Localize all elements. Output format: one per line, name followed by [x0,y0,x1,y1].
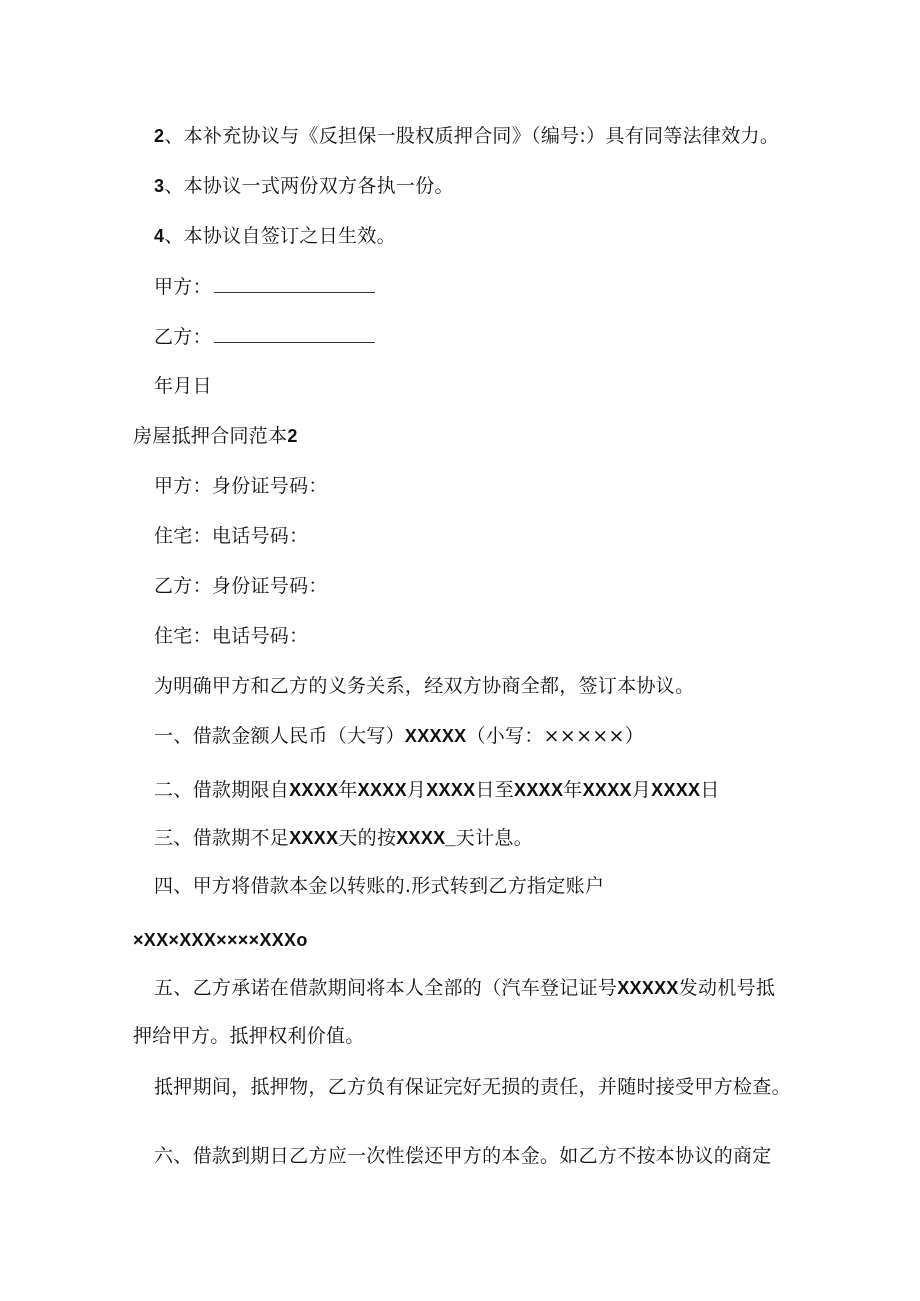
party-a-signature-line [0,274,920,299]
article-3-text: 三、借款期不足 [154,827,290,849]
start-month: XXXX [357,780,407,800]
clause-2 [0,124,920,148]
article-3-text: 天的按 [338,827,397,849]
article-3 [0,826,920,850]
party-b-blank [214,324,375,343]
party-b-residence-line: 住宅：电话号码： [154,625,309,647]
party-a-blank [214,274,375,293]
article-2-text: 二、借款期限自 [154,779,290,801]
clause-number: 2 [154,126,165,146]
party-b-id-line: 乙方：身份证号码： [154,575,328,597]
start-day: XXXX [426,780,476,800]
date-line: 年月日 [154,375,212,397]
clause-text: 、本协议自签订之日生效。 [164,225,396,247]
clause-text: 、本补充协议与《反担保一股权质押合同》（编号:）具有同等法律效力。 [164,125,780,147]
unit-text: 日 [700,779,720,801]
clause-4 [0,224,920,248]
article-1 [0,724,920,748]
article-1-text: 一、借款金额人民币（大写） [154,725,405,747]
unit-text: 日至 [475,779,515,801]
clause-3 [0,174,920,198]
end-month: XXXX [582,780,632,800]
end-year: XXXX [514,780,564,800]
amount-upper: XXXXX [404,726,467,746]
vehicle-registration-number: XXXXX [617,978,679,998]
clause-number: 3 [154,176,165,196]
preamble: 为明确甲方和乙方的义务关系，经双方协商全都，签订本协议。 [154,675,695,697]
party-a-id-line: 甲方：身份证号码： [154,475,328,497]
shortfall-days: XXXX [289,828,339,848]
section-title-text: 房屋抵押合同范本 [133,425,288,447]
article-5-continuation: 押给甲方。抵押权利价值。 [133,1025,365,1047]
article-2 [0,778,920,802]
article-5-text: 五、乙方承诺在借款期间将本人全部的（汽车登记证号 [154,977,618,999]
party-a-residence-line: 住宅：电话号码： [154,525,309,547]
section-title [0,424,920,448]
section-title-number: 2 [287,426,298,446]
article-5 [0,976,920,1000]
interest-days: XXXX_ [396,828,456,848]
party-b-signature-line [0,324,920,349]
party-b-label: 乙方： [154,326,212,348]
clause-text: 、本协议一式两份双方各执一份。 [164,175,454,197]
end-day: XXXX [651,780,701,800]
article-4: 四、甲方将借款本金以转账的.形式转到乙方指定账户 [154,875,605,897]
clause-number: 4 [154,226,165,246]
account-number: ×XX×XXX××××XXXo [133,930,308,950]
unit-text: 月 [631,779,652,801]
unit-text: 年 [338,779,358,801]
unit-text: 月 [406,779,427,801]
article-3-text: 天计息。 [455,827,533,849]
start-year: XXXX [289,780,339,800]
amount-lower: （小写：×××××） [466,725,645,747]
unit-text: 年 [563,779,583,801]
article-6: 六、借款到期日乙方应一次性偿还甲方的本金。如乙方不按本协议的商定 [154,1145,772,1167]
pledge-term: 抵押期间，抵押物，乙方负有保证完好无损的责任，并随时接受甲方检查。 [154,1076,791,1098]
party-a-label: 甲方： [154,276,212,298]
article-5-text: 发动机号抵 [678,977,776,999]
